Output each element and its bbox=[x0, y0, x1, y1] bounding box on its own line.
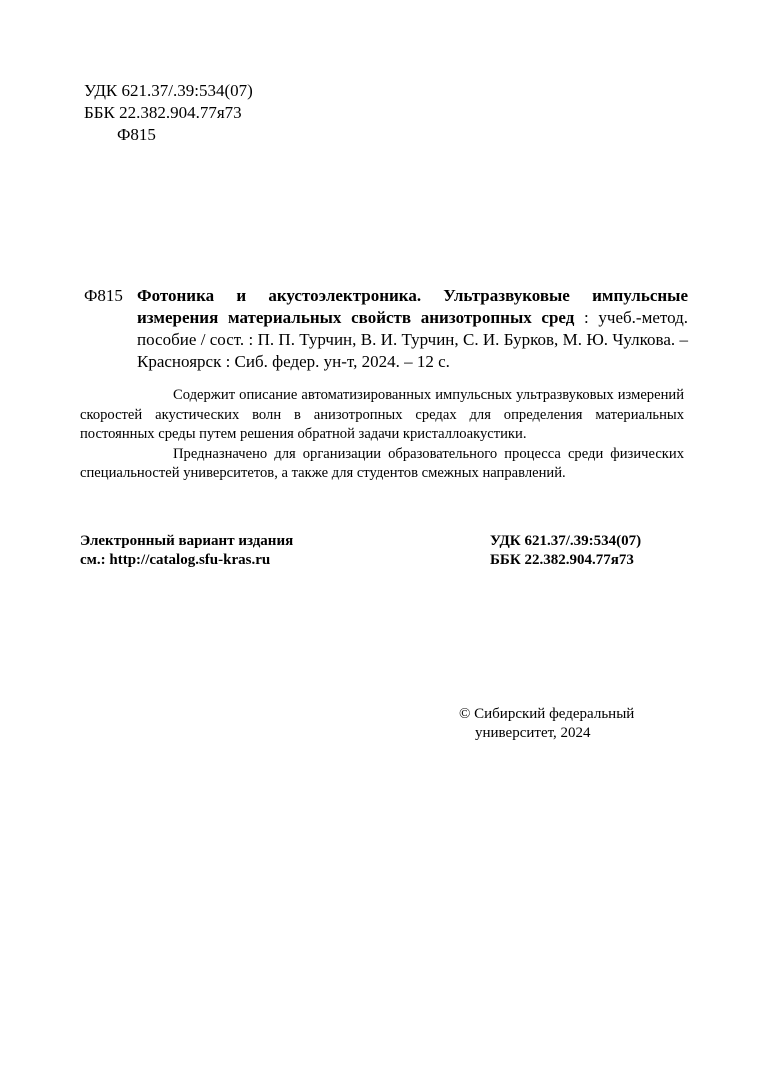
copyright-line-1: © Сибирский федеральный bbox=[459, 706, 635, 722]
author-mark: Ф815 bbox=[117, 125, 156, 144]
entry-text bbox=[137, 285, 688, 373]
entry-title: Фотоника и акустоэлектроника. Ультразвуковые импульсные измерения материальных свойств анизотропных сред bbox=[137, 286, 688, 327]
catalog-link[interactable]: см.: http://catalog.sfu-kras.ru bbox=[80, 552, 271, 568]
footer-bbk-code: ББК 22.382.904.77я73 bbox=[490, 552, 634, 568]
bbk-code: ББК 22.382.904.77я73 bbox=[84, 103, 242, 122]
footer-udk-code: УДК 621.37/.39:534(07) bbox=[490, 533, 642, 549]
udk-code: УДК 621.37/.39:534(07) bbox=[84, 81, 253, 100]
copyright-line-2: университет, 2024 bbox=[475, 725, 591, 741]
entry-author-mark: Ф815 bbox=[84, 286, 123, 305]
annotation bbox=[80, 386, 684, 484]
annotation-paragraph-2: Предназначено для организации образовательного процесса среди физических специальностей университетов, а также для студентов смежных направлений. bbox=[80, 445, 684, 481]
electronic-edition-label: Электронный вариант издания bbox=[80, 533, 294, 549]
bibliographic-entry bbox=[84, 285, 688, 373]
entry-description: : учеб.-метод. пособие / сост. : П. П. Турчин, В. И. Турчин, С. И. Бурков, М. Ю. Чулкова. – Красноярск : Сиб. федер. ун-т, 2024. – 12 с. bbox=[137, 308, 688, 371]
annotation-paragraph-1: Содержит описание автоматизированных импульсных ультразвуковых измерений скоростей акустических волн в анизотропных средах для определения материальных постоянных среды путем решения обратной задачи кристаллоакустики. bbox=[80, 387, 684, 442]
